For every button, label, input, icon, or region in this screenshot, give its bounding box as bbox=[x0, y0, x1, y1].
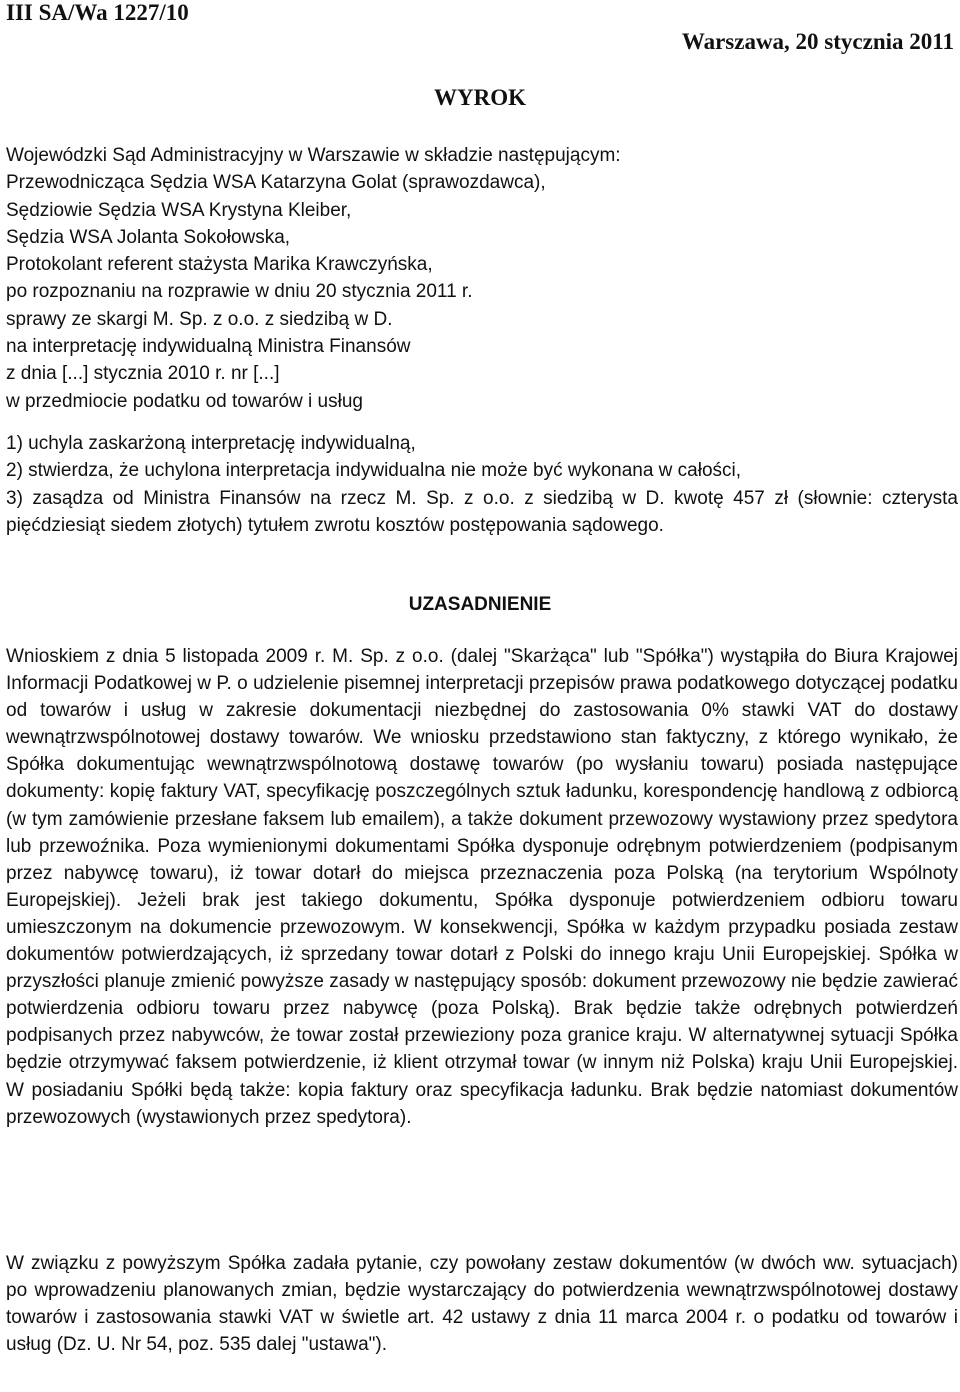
court-line: z dnia [...] stycznia 2010 r. nr [...] bbox=[6, 363, 280, 385]
court-line: na interpretację indywidualną Ministra Finansów bbox=[6, 336, 411, 358]
ruling-item: 2) stwierdza, że uchylona interpretacja indywidualna nie może być wykonana w całości, bbox=[6, 460, 742, 482]
case-number: III SA/Wa 1227/10 bbox=[6, 0, 189, 25]
court-line: Sędzia WSA Jolanta Sokołowska, bbox=[6, 226, 291, 248]
court-line: sprawy ze skargi M. Sp. z o.o. z siedzibą w D. bbox=[6, 308, 393, 330]
reasons-heading: UZASADNIENIE bbox=[408, 594, 552, 615]
place-and-date: Warszawa, 20 stycznia 2011 bbox=[681, 29, 954, 54]
court-line: Sędziowie Sędzia WSA Krystyna Kleiber, bbox=[6, 199, 352, 221]
court-line: w przedmiocie podatku od towarów i usług bbox=[6, 390, 363, 412]
reasons-paragraph: Wnioskiem z dnia 5 listopada 2009 r. M. Sp. z o.o. (dalej "Skarżąca" lub "Spółka") wystąpiła do Biura Krajowej Informacji Podatkowej w P. o udzielenie pisemnej interpretacji przepisów prawa podatkowego dotyczącej podatku od towarów i usług w zakresie dokumentacji niezbędnej do zastosowania 0% stawki VAT do dostawy wewnątrzwspólnotowej dostawy towarów. We wniosku przedstawiono stan faktyczny, z którego wynikało, że Spółka dokumentując wewnątrzwspólnotową dostawę towarów (po wysłaniu towaru) posiada następujące dokumenty: kopię faktury VAT, specyfikację poszczególnych sztuk ładunku, korespondencję handlową z odbiorcą (w tym zamówienie przesłane faksem lub emailem), a także dokument przewozowy wystawiony przez spedytora lub przewoźnika. Poza wymienionymi dokumentami Spółka dysponuje odrębnym potwierdzeniem (podpisanym przez nabywcę towaru), iż towar dotarł do miejsca przeznaczenia poza Polską (na terytorium Wspólnoty Europejskiej). Jeżeli brak jest takiego dokumentu, Spółka dysponuje potwierdzeniem odbioru towaru umieszczonym na dokumencie przewozowym. W konsekwencji, Spółka w każdym przypadku posiada zestaw dokumentów potwierdzających, iż sprzedany towar dotarł z Polski do innego kraju Unii Europejskiej. Spółka w przyszłości planuje zmienić powyższe zasady w następujący sposób: dokument przewozowy nie będzie zawierać potwierdzenia odbioru towaru przez nabywcę (poza Polską). Brak będzie także odrębnych potwierdzeń podpisanych przez nabywców, że towar został przewieziony poza granice kraju. W alternatywnej sytuacji Spółka będzie otrzymywać faksem potwierdzenie, iż klient otrzymał towar (w innym niż Polska) kraju Unii Europejskiej. W posiadaniu Spółki będą także: kopia faktury oraz specyfikacja ładunku. Brak będzie natomiast dokumentów przewozowych (wystawionych przez spedytora). bbox=[6, 646, 958, 1128]
court-line: Przewodnicząca Sędzia WSA Katarzyna Golat (sprawozdawca), bbox=[6, 172, 546, 194]
court-line: po rozpoznaniu na rozprawie w dniu 20 stycznia 2011 r. bbox=[6, 281, 473, 303]
ruling-list bbox=[6, 430, 958, 540]
verdict-title: WYROK bbox=[434, 85, 526, 110]
court-line: Wojewódzki Sąd Administracyjny w Warszawie w składzie następującym: bbox=[6, 145, 621, 166]
ruling-item: 1) uchyla zaskarżoną interpretację indywidualną, bbox=[6, 433, 416, 454]
reasons-paragraph: W związku z powyższym Spółka zadała pytanie, czy powołany zestaw dokumentów (w dwóch ww. sytuacjach) po wprowadzeniu planowanych zmian, będzie wystarczający do potwierdzenia wewnątrzwspólnotowej dostawy towarów i zastosowania stawki VAT w świetle art. 42 ustawy z dnia 11 marca 2004 r. o podatku od towarów i usług (Dz. U. Nr 54, poz. 535 dalej "ustawa"). bbox=[6, 1253, 958, 1356]
ruling-item: 3) zasądza od Ministra Finansów na rzecz M. Sp. z o.o. z siedzibą w D. kwotę 457 zł (słownie: czterysta pięćdziesiąt siedem złotych) tytułem zwrotu kosztów postępowania sądowego. bbox=[6, 487, 958, 537]
court-composition bbox=[6, 142, 956, 415]
court-line: Protokolant referent stażysta Marika Krawczyńska, bbox=[6, 254, 433, 276]
